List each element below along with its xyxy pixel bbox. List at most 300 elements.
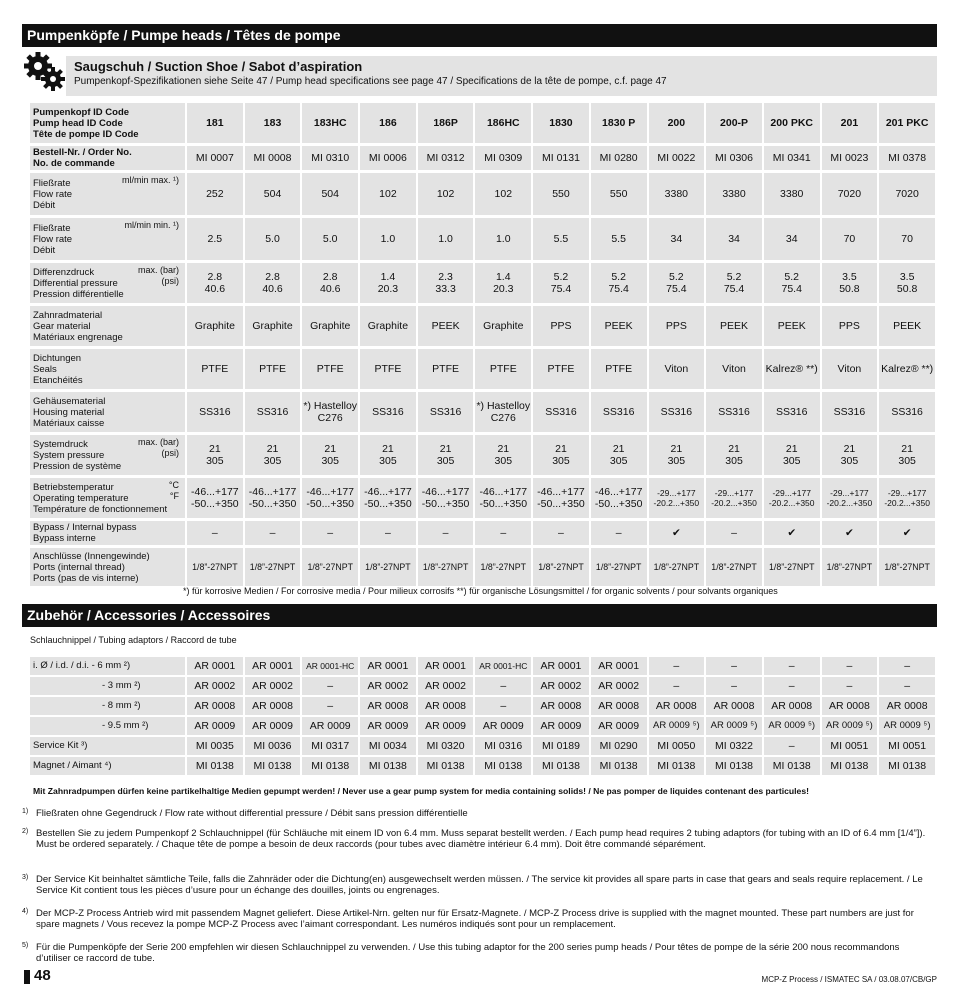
spec-cell: – — [187, 521, 243, 545]
spec-cell: 21 305 — [245, 435, 301, 475]
accessory-cell: AR 0009 ⁵) — [822, 717, 878, 735]
footnote-text: Der Service Kit beinhaltet sämtliche Teile, falls die Zahnräder oder die Dichtung(en) ausgewechselt werden müssen. / The service kit provides all spare parts in case that gears and seals require replacement. / Le Service Kit contient tous les pièces d’usure pour un échange des douilles, joints ou engrenages. — [36, 874, 923, 896]
id-code-label: Pumpenkopf ID Code Pump head ID Code Tête de pompe ID Code — [30, 103, 185, 143]
spec-cell: 1/8”-27NPT — [822, 548, 878, 586]
accessory-cell: – — [764, 677, 820, 695]
accessory-cell: AR 0009 — [302, 717, 358, 735]
spec-cell: 21 305 — [706, 435, 762, 475]
accessory-cell: AR 0002 — [418, 677, 474, 695]
spec-cell: PTFE — [533, 349, 589, 389]
accessory-cell: MI 0138 — [649, 757, 705, 775]
spec-cell: -46...+177 -50...+350 — [418, 478, 474, 518]
spec-cell: ✔ — [764, 521, 820, 545]
footnote-text: Der MCP-Z Process Antrieb wird mit passendem Magnet geliefert. Diese Artikel-Nrn. gelten nur für Ersatz-Magnete. / MCP-Z Process drive is supplied with the magnet mounted. These part numbers are just for spare magnets / Vous recevez la pompe MCP-Z Process avec l’aimant correspondant. Les numéros indiqués sont pour un remplacement. — [36, 908, 914, 930]
gear-icon — [22, 48, 66, 92]
spec-cell: *) Hastelloy C276 — [475, 392, 531, 432]
spec-cell: -29...+177 -20.2...+350 — [706, 478, 762, 518]
accessory-cell: AR 0002 — [245, 677, 301, 695]
accessory-cell: AR 0009 ⁵) — [649, 717, 705, 735]
spec-cell: -46...+177 -50...+350 — [245, 478, 301, 518]
spec-cell: PEEK — [879, 306, 935, 346]
accessory-cell: – — [879, 677, 935, 695]
accessory-cell: AR 0002 — [591, 677, 647, 695]
spec-cell: – — [360, 521, 416, 545]
accessory-cell: MI 0051 — [822, 737, 878, 755]
order-number: MI 0341 — [764, 146, 820, 170]
accessory-row — [30, 657, 935, 675]
spec-cell: 5.0 — [302, 218, 358, 260]
spec-cell: PTFE — [475, 349, 531, 389]
accessory-cell: – — [649, 677, 705, 695]
accessory-cell: MI 0051 — [879, 737, 935, 755]
spec-cell: SS316 — [649, 392, 705, 432]
spec-cell: SS316 — [764, 392, 820, 432]
accessory-cell: AR 0001 — [533, 657, 589, 675]
spec-cell: SS316 — [591, 392, 647, 432]
accessory-cell: AR 0001 — [591, 657, 647, 675]
footnote-item — [22, 874, 932, 896]
accessory-cell: MI 0316 — [475, 737, 531, 755]
spec-cell: SS316 — [360, 392, 416, 432]
spec-cell: 550 — [533, 173, 589, 215]
accessory-cell: AR 0008 — [533, 697, 589, 715]
spec-cell: SS316 — [418, 392, 474, 432]
accessory-label: - 3 mm ²) — [30, 677, 185, 695]
spec-cell: Viton — [822, 349, 878, 389]
spec-row-label: Fließrate Flow rate Débit ml/min min. ¹) — [30, 218, 185, 260]
spec-cell: 5.5 — [591, 218, 647, 260]
spec-cell: PTFE — [187, 349, 243, 389]
spec-cell: SS316 — [879, 392, 935, 432]
pump-head-id: 186HC — [475, 103, 531, 143]
spec-cell: PTFE — [591, 349, 647, 389]
spec-cell: – — [533, 521, 589, 545]
order-number: MI 0378 — [879, 146, 935, 170]
order-number: MI 0022 — [649, 146, 705, 170]
spec-cell: 5.2 75.4 — [591, 263, 647, 303]
spec-cell: 21 305 — [591, 435, 647, 475]
spec-cell: 252 — [187, 173, 243, 215]
spec-cell: 5.0 — [245, 218, 301, 260]
spec-row-label: Bypass / Internal bypass Bypass interne — [30, 521, 185, 545]
spec-cell: 34 — [649, 218, 705, 260]
spec-cell: – — [591, 521, 647, 545]
accessory-cell: MI 0138 — [245, 757, 301, 775]
spec-cell: PEEK — [706, 306, 762, 346]
spec-cell: 1/8”-27NPT — [360, 548, 416, 586]
spec-row-label: Betriebstemperatur Operating temperature Température de fonctionnement °C °F — [30, 478, 185, 518]
accessory-cell: AR 0009 — [245, 717, 301, 735]
accessory-cell: MI 0138 — [822, 757, 878, 775]
spec-cell: 1/8”-27NPT — [245, 548, 301, 586]
spec-cell: 2.8 40.6 — [302, 263, 358, 303]
footnote-item — [22, 808, 932, 819]
spec-cell: 1/8”-27NPT — [879, 548, 935, 586]
spec-cell: PPS — [649, 306, 705, 346]
spec-row-label: Gehäusematerial Housing material Matériaux caisse — [30, 392, 185, 432]
spec-cell: 70 — [879, 218, 935, 260]
spec-cell: Viton — [706, 349, 762, 389]
spec-cell: PTFE — [418, 349, 474, 389]
spec-cell: Viton — [649, 349, 705, 389]
spec-cell: *) Hastelloy C276 — [302, 392, 358, 432]
accessory-row — [30, 717, 935, 735]
spec-cell: 70 — [822, 218, 878, 260]
spec-cell: Graphite — [360, 306, 416, 346]
spec-cell: PPS — [822, 306, 878, 346]
accessory-cell: AR 0002 — [360, 677, 416, 695]
pump-head-id: 1830 — [533, 103, 589, 143]
accessory-label: - 9.5 mm ²) — [30, 717, 185, 735]
spec-cell: PTFE — [360, 349, 416, 389]
accessory-cell: – — [475, 677, 531, 695]
spec-cell: -46...+177 -50...+350 — [187, 478, 243, 518]
accessory-cell: AR 0008 — [764, 697, 820, 715]
spec-cell: Graphite — [302, 306, 358, 346]
spec-row-label: Systemdruck System pressure Pression de système max. (bar) (psi) — [30, 435, 185, 475]
accessory-cell: AR 0009 — [418, 717, 474, 735]
accessory-row — [30, 697, 935, 715]
spec-cell: 3380 — [764, 173, 820, 215]
order-number-row — [30, 146, 935, 170]
accessory-cell: AR 0002 — [187, 677, 243, 695]
spec-row — [30, 392, 935, 432]
spec-cell: 5.2 75.4 — [533, 263, 589, 303]
accessory-row — [30, 677, 935, 695]
accessory-cell: – — [706, 677, 762, 695]
spec-cell: -46...+177 -50...+350 — [475, 478, 531, 518]
accessory-cell: – — [879, 657, 935, 675]
spec-cell: 5.2 75.4 — [764, 263, 820, 303]
spec-cell: PTFE — [302, 349, 358, 389]
accessory-cell: MI 0036 — [245, 737, 301, 755]
spec-cell: PEEK — [764, 306, 820, 346]
accessory-cell: AR 0008 — [418, 697, 474, 715]
spec-cell: 1/8”-27NPT — [187, 548, 243, 586]
spec-cell: 1/8”-27NPT — [649, 548, 705, 586]
spec-cell: Kalrez® **) — [764, 349, 820, 389]
spec-row — [30, 521, 935, 545]
footnote-text: Bestellen Sie zu jedem Pumpenkopf 2 Schlauchnippel (für Schläuche mit einem ID von 6.4 mm. Muss separat bestellt werden. / Each pump head requires 2 tubing adaptors (for tubing with an ID of 6.4 mm [1/4”]). Must be ordered separately. / Chaque tête de pompe a besoin de deux raccords (pour tubes avec diamètre intérieur 6.4 mm). Doit être commandé séparément. — [36, 828, 926, 850]
table-footnote: *) für korrosive Medien / For corrosive media / Pour milieux corrosifs **) für organische Lösungsmittel / for organic solvents / pour solvants organiques — [183, 586, 778, 596]
accessory-cell: AR 0001 — [360, 657, 416, 675]
spec-cell: 21 305 — [187, 435, 243, 475]
footnote-item — [22, 908, 932, 930]
accessory-cell: – — [706, 657, 762, 675]
footnote-number: 4) — [22, 908, 29, 915]
spec-cell: Graphite — [187, 306, 243, 346]
spec-row — [30, 548, 935, 586]
spec-cell: ✔ — [822, 521, 878, 545]
spec-cell: 550 — [591, 173, 647, 215]
page-number: 48 — [34, 967, 51, 984]
spec-cell: -29...+177 -20.2...+350 — [649, 478, 705, 518]
spec-cell: SS316 — [706, 392, 762, 432]
accessory-cell: MI 0138 — [475, 757, 531, 775]
spec-cell: -29...+177 -20.2...+350 — [822, 478, 878, 518]
spec-cell: 3.5 50.8 — [822, 263, 878, 303]
spec-cell: -46...+177 -50...+350 — [302, 478, 358, 518]
spec-cell: 21 305 — [302, 435, 358, 475]
spec-cell: 2.8 40.6 — [187, 263, 243, 303]
footnote-number: 5) — [22, 942, 29, 949]
page-marker — [24, 970, 30, 984]
accessory-cell: AR 0008 — [822, 697, 878, 715]
spec-cell: SS316 — [533, 392, 589, 432]
spec-cell: 7020 — [879, 173, 935, 215]
pump-head-id: 200-P — [706, 103, 762, 143]
pump-head-id: 1830 P — [591, 103, 647, 143]
spec-row-label: Differenzdruck Differential pressure Pression différentielle max. (bar) (psi) — [30, 263, 185, 303]
spec-cell: 102 — [360, 173, 416, 215]
spec-cell: 7020 — [822, 173, 878, 215]
pump-head-id: 186P — [418, 103, 474, 143]
accessory-cell: MI 0138 — [706, 757, 762, 775]
order-number: MI 0306 — [706, 146, 762, 170]
spec-cell: 2.3 33.3 — [418, 263, 474, 303]
spec-cell: PPS — [533, 306, 589, 346]
pump-head-id: 183HC — [302, 103, 358, 143]
accessory-cell: MI 0317 — [302, 737, 358, 755]
spec-cell: 1.4 20.3 — [360, 263, 416, 303]
spec-cell: -46...+177 -50...+350 — [360, 478, 416, 518]
spec-cell: PEEK — [591, 306, 647, 346]
spec-row — [30, 478, 935, 518]
spec-cell: Graphite — [245, 306, 301, 346]
accessory-cell: AR 0009 ⁵) — [764, 717, 820, 735]
accessory-label: i. Ø / i.d. / d.i. - 6 mm ²) — [30, 657, 185, 675]
order-number: MI 0006 — [360, 146, 416, 170]
accessory-cell: AR 0001 — [418, 657, 474, 675]
pump-head-id: 201 PKC — [879, 103, 935, 143]
order-number: MI 0023 — [822, 146, 878, 170]
spec-row-unit: °C °F — [168, 480, 179, 501]
order-number: MI 0007 — [187, 146, 243, 170]
accessory-cell: AR 0008 — [360, 697, 416, 715]
id-code-row — [30, 103, 935, 143]
spec-cell: 21 305 — [879, 435, 935, 475]
spec-cell: 1.0 — [360, 218, 416, 260]
accessory-cell: MI 0320 — [418, 737, 474, 755]
accessory-row — [30, 737, 935, 755]
spec-row — [30, 349, 935, 389]
accessory-cell: – — [302, 697, 358, 715]
spec-cell: 1.0 — [475, 218, 531, 260]
accessory-cell: – — [822, 677, 878, 695]
spec-cell: -46...+177 -50...+350 — [533, 478, 589, 518]
pump-head-id: 186 — [360, 103, 416, 143]
accessory-cell: AR 0009 — [475, 717, 531, 735]
footnote-item — [22, 942, 932, 964]
spec-row — [30, 306, 935, 346]
spec-cell: 1/8”-27NPT — [533, 548, 589, 586]
accessory-cell: MI 0322 — [706, 737, 762, 755]
accessory-cell: AR 0001 — [187, 657, 243, 675]
accessory-cell: AR 0009 — [591, 717, 647, 735]
spec-row-unit: ml/min max. ¹) — [122, 175, 179, 185]
section-title-pump-heads: Pumpenköpfe / Pumpe heads / Têtes de pompe — [22, 24, 937, 47]
spec-row-unit: max. (bar) (psi) — [137, 265, 179, 286]
spec-cell: ✔ — [649, 521, 705, 545]
spec-cell: 2.5 — [187, 218, 243, 260]
spec-cell: 1/8”-27NPT — [302, 548, 358, 586]
spec-cell: SS316 — [245, 392, 301, 432]
spec-cell: -29...+177 -20.2...+350 — [879, 478, 935, 518]
footnote-number: 2) — [22, 828, 29, 835]
pump-head-id: 183 — [245, 103, 301, 143]
spec-cell: – — [706, 521, 762, 545]
spec-cell: Kalrez® **) — [879, 349, 935, 389]
accessory-label: Service Kit ³) — [30, 737, 185, 755]
accessory-cell: MI 0138 — [764, 757, 820, 775]
spec-cell: 1/8”-27NPT — [475, 548, 531, 586]
accessory-cell: AR 0008 — [591, 697, 647, 715]
accessory-cell: AR 0008 — [245, 697, 301, 715]
accessory-cell: – — [764, 737, 820, 755]
footnote-number: 3) — [22, 874, 29, 881]
spec-cell: PTFE — [245, 349, 301, 389]
spec-cell: 1/8”-27NPT — [764, 548, 820, 586]
accessory-cell: AR 0008 — [649, 697, 705, 715]
accessory-cell: – — [764, 657, 820, 675]
accessory-row — [30, 757, 935, 775]
solids-warning: Mit Zahnradpumpen dürfen keine partikelhaltige Medien gepumpt werden! / Never use a gear pump system for media containing solids! / Ne pas pomper de liquides contenant des particules! — [33, 786, 809, 796]
spec-row — [30, 218, 935, 260]
pump-head-id: 181 — [187, 103, 243, 143]
spec-cell: 34 — [764, 218, 820, 260]
spec-cell: 1.4 20.3 — [475, 263, 531, 303]
spec-cell: 102 — [475, 173, 531, 215]
order-number: MI 0280 — [591, 146, 647, 170]
order-number: MI 0008 — [245, 146, 301, 170]
accessory-cell: MI 0138 — [187, 757, 243, 775]
spec-cell: 21 305 — [360, 435, 416, 475]
spec-cell: 21 305 — [475, 435, 531, 475]
accessory-cell: AR 0009 — [360, 717, 416, 735]
accessory-cell: AR 0008 — [187, 697, 243, 715]
spec-cell: 1/8”-27NPT — [591, 548, 647, 586]
accessory-cell: – — [649, 657, 705, 675]
order-number: MI 0310 — [302, 146, 358, 170]
accessory-cell: AR 0009 — [533, 717, 589, 735]
order-number: MI 0131 — [533, 146, 589, 170]
spec-cell: SS316 — [187, 392, 243, 432]
order-number: MI 0312 — [418, 146, 474, 170]
spec-cell: 34 — [706, 218, 762, 260]
spec-cell: – — [245, 521, 301, 545]
spec-row — [30, 263, 935, 303]
spec-cell: 1/8”-27NPT — [706, 548, 762, 586]
suction-shoe-reference: Pumpenkopf-Spezifikationen siehe Seite 47 / Pump head specifications see page 47 / Specifications de la tête de pompe, c.f. page 47 — [74, 76, 667, 87]
spec-cell: ✔ — [879, 521, 935, 545]
order-number: MI 0309 — [475, 146, 531, 170]
accessory-label: - 8 mm ²) — [30, 697, 185, 715]
pump-head-id: 200 PKC — [764, 103, 820, 143]
spec-cell: 5.5 — [533, 218, 589, 260]
spec-cell: 102 — [418, 173, 474, 215]
accessory-cell: MI 0034 — [360, 737, 416, 755]
accessory-cell: AR 0008 — [879, 697, 935, 715]
spec-cell: Graphite — [475, 306, 531, 346]
spec-cell: 21 305 — [649, 435, 705, 475]
pump-head-id: 200 — [649, 103, 705, 143]
spec-row-label: Zahnradmaterial Gear material Matériaux engrenage — [30, 306, 185, 346]
spec-cell: 504 — [245, 173, 301, 215]
accessory-cell: MI 0138 — [360, 757, 416, 775]
accessory-cell: – — [822, 657, 878, 675]
accessory-label: Magnet / Aimant ⁴) — [30, 757, 185, 775]
spec-cell: -46...+177 -50...+350 — [591, 478, 647, 518]
spec-row — [30, 173, 935, 215]
footnote-item — [22, 828, 932, 850]
spec-cell: – — [475, 521, 531, 545]
pump-head-id: 201 — [822, 103, 878, 143]
spec-cell: 5.2 75.4 — [649, 263, 705, 303]
spec-cell: 3380 — [706, 173, 762, 215]
accessory-cell: MI 0138 — [418, 757, 474, 775]
spec-cell: – — [302, 521, 358, 545]
spec-cell: – — [418, 521, 474, 545]
pump-head-spec-table — [28, 100, 937, 589]
accessory-cell: – — [475, 697, 531, 715]
spec-cell: 21 305 — [418, 435, 474, 475]
section-title-accessories: Zubehör / Accessories / Accessoires — [22, 604, 937, 627]
accessory-cell: AR 0009 ⁵) — [706, 717, 762, 735]
accessory-cell: AR 0001-HC — [475, 657, 531, 675]
spec-cell: 21 305 — [822, 435, 878, 475]
spec-row-unit: ml/min min. ¹) — [124, 220, 179, 230]
footnote-text: Für die Pumpenköpfe der Serie 200 empfehlen wir diesen Schlauchnippel zu verwenden. / Use this tubing adaptor for the 200 series pump heads / Pour têtes de pompe de la série 200 nous recommandons d’utiliser ce raccord de tube. — [36, 942, 900, 964]
accessory-cell: MI 0138 — [591, 757, 647, 775]
suction-shoe-header — [66, 56, 937, 96]
spec-cell: 5.2 75.4 — [706, 263, 762, 303]
spec-cell: 1.0 — [418, 218, 474, 260]
accessory-cell: AR 0002 — [533, 677, 589, 695]
accessories-table — [28, 655, 937, 777]
spec-cell: 3.5 50.8 — [879, 263, 935, 303]
accessory-cell: MI 0050 — [649, 737, 705, 755]
spec-cell: 21 305 — [764, 435, 820, 475]
accessory-cell: MI 0138 — [533, 757, 589, 775]
accessory-cell: MI 0138 — [879, 757, 935, 775]
footnote-number: 1) — [22, 808, 29, 815]
accessory-cell: AR 0009 — [187, 717, 243, 735]
spec-cell: PEEK — [418, 306, 474, 346]
spec-cell: 3380 — [649, 173, 705, 215]
spec-row-label: Dichtungen Seals Etanchéités — [30, 349, 185, 389]
accessory-cell: AR 0001 — [245, 657, 301, 675]
footer-text: MCP-Z Process / ISMATEC SA / 03.08.07/CB/GP — [761, 975, 937, 984]
spec-cell: 21 305 — [533, 435, 589, 475]
spec-row — [30, 435, 935, 475]
spec-cell: -29...+177 -20.2...+350 — [764, 478, 820, 518]
suction-shoe-title: Saugschuh / Suction Shoe / Sabot d’aspiration — [74, 59, 363, 74]
accessory-cell: AR 0001-HC — [302, 657, 358, 675]
order-number-label: Bestell-Nr. / Order No. No. de commande — [30, 146, 185, 170]
spec-cell: 504 — [302, 173, 358, 215]
accessory-cell: AR 0008 — [706, 697, 762, 715]
spec-row-label: Anschlüsse (Innengewinde) Ports (internal thread) Ports (pas de vis interne) — [30, 548, 185, 586]
spec-cell: SS316 — [822, 392, 878, 432]
tubing-adaptors-subtitle: Schlauchnippel / Tubing adaptors / Raccord de tube — [30, 635, 237, 645]
accessory-cell: MI 0035 — [187, 737, 243, 755]
accessory-cell: AR 0009 ⁵) — [879, 717, 935, 735]
spec-cell: 1/8”-27NPT — [418, 548, 474, 586]
accessory-cell: MI 0189 — [533, 737, 589, 755]
accessory-cell: MI 0290 — [591, 737, 647, 755]
spec-cell: 2.8 40.6 — [245, 263, 301, 303]
accessory-cell: MI 0138 — [302, 757, 358, 775]
